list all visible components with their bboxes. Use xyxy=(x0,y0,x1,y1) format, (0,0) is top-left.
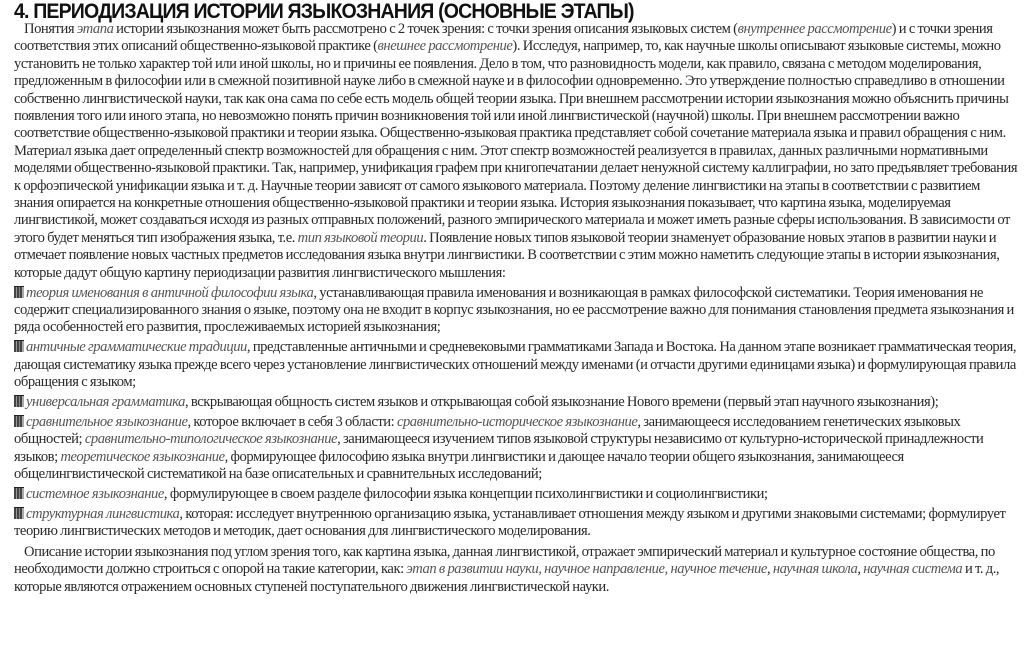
text-segment: , формирующее философию языка внутри лингвистики и дающее начало теории общего языкознания, занимающееся общелингвистической систематикой на базе описательных и сравнительных исследований; xyxy=(14,448,904,483)
stage-list-item xyxy=(14,506,1020,541)
italic-term: сравнительное языкознание xyxy=(26,413,188,430)
book-icon xyxy=(14,487,24,499)
intro-paragraph xyxy=(14,21,1020,282)
italic-term: внешнее рассмотрение xyxy=(377,38,513,55)
book-icon xyxy=(14,415,24,427)
italic-term: теория именования в античной философии языка xyxy=(26,284,314,301)
italic-term: универсальная грамматика xyxy=(26,394,186,411)
stage-list-item xyxy=(14,339,1020,391)
text-segment: Понятия xyxy=(24,21,77,37)
text-segment: . Появление новых типов языковой теории знаменует образование новых этапов в развитии науки и отмечает появление новых частных предметов исследования языка внутри лингвистики. В соответствии с этим можно наметить следующие этапы в истории языкознания, которые дадут общую картину периодизации развития лингвистического мышления: xyxy=(14,229,1000,281)
book-icon xyxy=(14,395,24,407)
stage-list-item xyxy=(14,414,1020,484)
italic-term: теоретическое языкознание xyxy=(60,448,225,465)
italic-term: структурная лингвистика xyxy=(26,505,180,522)
stage-list-item xyxy=(14,486,1020,503)
text-segment: ) и с точки зрения соответствия этих описаний общественно-языковой практике ( xyxy=(14,21,993,55)
text-segment: , вскрывающая общность систем языков и открывающая собой языкознание Нового времени (первый этап научного языкознания); xyxy=(185,394,939,411)
slide-title: 4. ПЕРИОДИЗАЦИЯ ИСТОРИИ ЯЗЫКОЗНАНИЯ (ОСНОВНЫЕ ЭТАПЫ) xyxy=(14,0,634,23)
book-icon xyxy=(14,286,24,298)
text-segment: и т. д., которые являются отражением основных ступеней поступательного движения лингвистической науки. xyxy=(14,561,1000,595)
italic-term: научная система xyxy=(863,561,963,578)
text-segment: , xyxy=(857,561,864,578)
italic-term: этапа xyxy=(76,21,114,37)
text-segment: , xyxy=(766,561,773,578)
slide-body xyxy=(14,21,1020,596)
text-segment: , занимающееся изучением типов языковой структуры независимо от культурно-исторической принадлежности языков; xyxy=(14,431,984,465)
italic-term: тип языковой теории xyxy=(297,229,424,246)
book-icon xyxy=(14,340,24,352)
text-segment: ). Исследуя, например, то, как научные школы описывают языковые системы, можно установить не только характер той или иной школы, но и причины ее появления. Дело в том, что разновидность модели, как правило, связана с методом моделирования, предложенным в философии или в смежной позитивной науке либо в смежной науке и в философии одновременно. Это утверждение полностью справедливо в отношении собственно лингвистической науки, так как она сама по себе есть модель общей теории языка. При внешнем рассмотрении истории языкознания можно объяснить причины появления того или иного этапа, но невозможно понять причин возникновения той или иной лингвистической (научной) школы. При внешнем рассмотрении важно соответствие общественно-языковой практики и теории языка. Общественно-языковая практика представляет собой сочетание материала языка и правил обращения с ним. Материал языка дает определенный спектр возможностей для обращения с ним. Этот спектр возможностей реализуется в правилах, данных различными нормативными моделями общественно-языковой практики. Так, например, унификация графем при книгопечатании делает ненужной систему каллиграфии, но зато предъявляет требования к орфоэпической унификации языка и т. д. Научные теории зависят от самого языкового материала. Поэтому деление лингвистики на этапы в соответствии с развитием знания опирается на конкретные отношения общественно-языковой практики и теории языка. История языкознания показывает, что картина языка, моделируемая лингвистикой, может создаваться исходя из разных отправных положений, разного эмпирического материала и может иметь разные сферы использования. В зависимости от этого будет меняться тип изображения языка, т.е. xyxy=(14,38,1018,246)
italic-term: системное языкознание xyxy=(26,486,164,503)
text-segment: , устанавливающая правила именования и возникающая в рамках философской систематики. Теория именования не содержит специализированного знания о языке, поэтому она не входит в корпус языкознания, но ее рассмотрение важно для понимания становления предмета языкознания и ряда особенностей его развития, прослеживаемых историей языкознания; xyxy=(14,284,1014,336)
stage-list-item xyxy=(14,285,1020,337)
italic-term: внутреннее рассмотрение xyxy=(737,21,892,37)
stage-list-item xyxy=(14,394,1020,411)
italic-term: сравнительно-историческое языкознание xyxy=(396,413,638,430)
italic-term: античные грамматические традиции xyxy=(26,339,247,356)
book-icon xyxy=(14,507,24,519)
italic-term: этап в развитии науки, научное направление, научное течение xyxy=(406,561,767,578)
text-segment: , представленные античными и средневековыми грамматиками Запада и Востока. На данном этапе возникает грамматическая теория, дающая систематику языка прежде всего через установление лингвистических отношений между именами (и отчасти другими единицами языка) и формулирующая правила обращения с языком; xyxy=(14,339,1017,391)
italic-term: научная школа xyxy=(772,561,858,578)
text-segment: , которая: исследует внутреннюю организацию языка, устанавливает отношения между языком и другими знаковыми системами; формулирует теорию лингвистических методов и методик, дает основания для лингвистического моделирования. xyxy=(14,505,1006,540)
stages-list xyxy=(14,285,1020,541)
text-segment: , занимающееся исследованием генетических языковых общностей; xyxy=(14,413,961,448)
text-segment: Описание истории языкознания под углом зрения того, как картина языка, данная лингвистикой, отражает эмпирический материал и культурное состояние общества, по необходимости должно строиться с опорой на такие категории, как: xyxy=(14,543,995,578)
text-segment: , которое включает в себя 3 области: xyxy=(187,413,397,430)
text-segment: , формулирующее в своем разделе философии языка концепции психолингвистики и социолингвистики; xyxy=(163,486,768,503)
italic-term: сравнительно-типологическое языкознание xyxy=(84,431,338,448)
closing-paragraph xyxy=(14,544,1020,596)
text-segment: истории языкознания может быть рассмотрено с 2 точек зрения: с точки зрения описания языковых систем ( xyxy=(113,21,738,37)
